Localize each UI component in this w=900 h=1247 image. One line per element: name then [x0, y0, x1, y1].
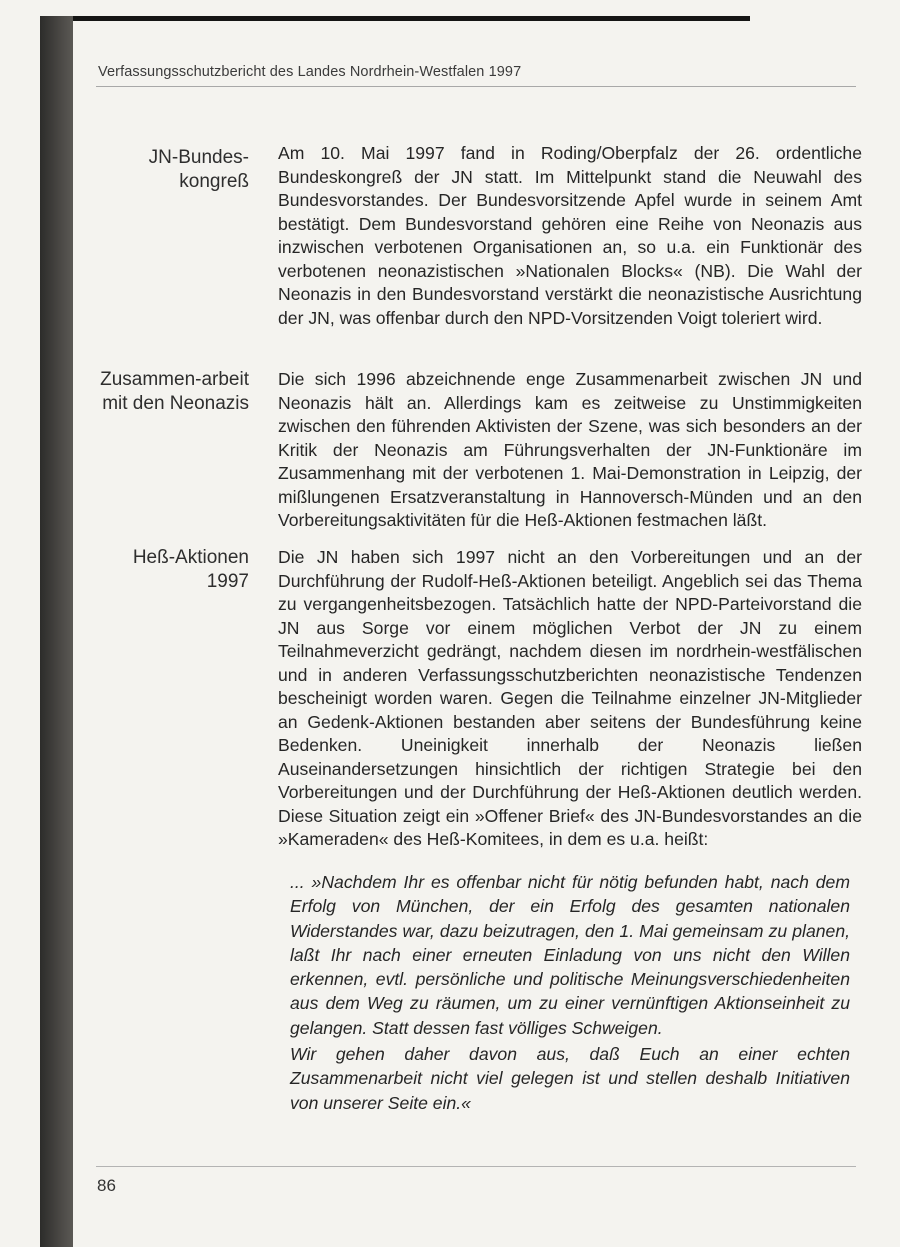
- book-spine-shadow: [40, 16, 73, 1247]
- margin-title-hess-aktionen: Heß-Aktionen 1997: [132, 547, 249, 592]
- footer-rule: [96, 1166, 856, 1167]
- running-header: Verfassungsschutzbericht des Landes Nordrhein-Westfalen 1997: [98, 64, 522, 80]
- margin-title-jn-bundeskongress: JN-Bundes-kongreß: [148, 147, 249, 192]
- paragraph-hess-aktionen: Die JN haben sich 1997 nicht an den Vorbereitungen und an der Durchführung der Rudolf-Heß-Aktionen beteiligt. Angeblich sei das Thema zu vergangenheitsbezogen. Tatsächlich hatte der NPD-Parteivorstand die JN aus Sorge vor einem möglichen Verbot der JN zu einem Teilnahmeverzicht gedrängt, nachdem diesen im nordrhein-westfälischen und in anderen Verfassungsschutzberichten neonazistische Tendenzen bescheinigt worden waren. Gegen die Teilnahme einzelner JN-Mitglieder an Gedenk-Aktionen bestanden aber seitens der Bundesführung keine Bedenken. Uneinigkeit innerhalb der Neonazis ließen Auseinandersetzungen hinsichtlich der richtigen Strategie bei den Vorbereitungen und der Durchführung der Heß-Aktionen deutlich werden. Diese Situation zeigt ein »Offener Brief« des JN-Bundesvorstandes an die »Kameraden« des Heß-Komitees, in dem es u.a. heißt:: [278, 547, 862, 849]
- quote-paragraph-2: Wir gehen daher davon aus, daß Euch an einer echten Zusammenarbeit nicht viel gelegen ist und stellen deshalb Initiativen von unserer Seite ein.«: [290, 1044, 850, 1113]
- margin-title-zusammenarbeit: Zusammen-arbeit mit den Neonazis: [100, 369, 249, 414]
- top-edge-bar: [40, 16, 750, 21]
- paragraph-jn-bundeskongress: Am 10. Mai 1997 fand in Roding/Oberpfalz der 26. ordentliche Bundeskongreß der JN statt. Im Mittelpunkt stand die Neuwahl des Bundesvorstandes. Der Bundesvorsitzende Apfel wurde in seinem Amt bestätigt. Dem Bundesvorstand gehören eine Reihe von Neonazis aus inzwischen verbotenen Organisationen an, so u.a. ein Funktionär des verbotenen neonazistischen »Nationalen Blocks« (NB). Die Wahl der Neonazis in den Bundesvorstand verstärkt die neonazistische Ausrichtung der JN, was offenbar durch den NPD-Vorsitzenden Voigt toleriert wird.: [278, 143, 862, 328]
- header-rule: [96, 86, 856, 87]
- quote-paragraph-1: ... »Nachdem Ihr es offenbar nicht für nötig befunden habt, nach dem Erfolg von München, der ein Erfolg des gesamten nationalen Widerstandes war, dazu beizutragen, den 1. Mai gemeinsam zu planen, laßt Ihr nach einer erneuten Einladung von uns nicht den Willen erkennen, evtl. persönliche und politische Meinungsverschiedenheiten aus dem Weg zu räumen, um zu einer vernünftigen Aktionseinheit zu gelangen. Statt dessen fast völliges Schweigen.: [290, 872, 850, 1038]
- paragraph-zusammenarbeit: Die sich 1996 abzeichnende enge Zusammenarbeit zwischen JN und Neonazis hält an. Allerdings kam es zeitweise zu Unstimmigkeiten zwischen den führenden Aktivisten der Szene, was sich besonders an der Kritik der Neonazis am Führungsverhalten der JN-Funktionäre im Zusammenhang mit der verbotenen 1. Mai-Demonstration in Leipzig, der mißlungenen Ersatzveranstaltung in Hannoversch-Münden und an den Vorbereitungsaktivitäten für die Heß-Aktionen festmachen läßt.: [278, 369, 862, 530]
- page-number: 86: [97, 1176, 116, 1195]
